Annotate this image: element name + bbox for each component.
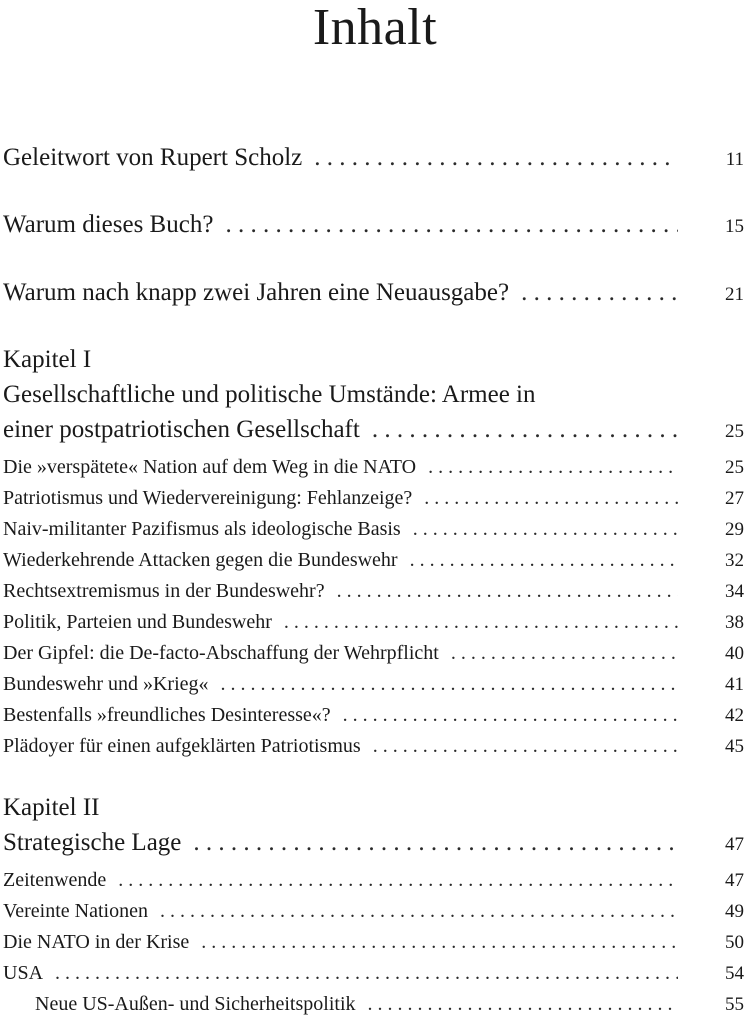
toc-entry-text: Bestenfalls »freundliches Desinteresse«?: [3, 704, 331, 726]
toc-entry-text: Rechtsextremismus in der Bundeswehr?: [3, 580, 325, 602]
toc-page-number: 42: [725, 705, 744, 726]
toc-entry-text: Bundeswehr und »Krieg«: [3, 673, 209, 695]
toc-page-number: 25: [725, 457, 744, 478]
toc-page-number: 15: [725, 216, 744, 237]
dot-leader: [368, 993, 679, 1016]
dot-leader: [55, 962, 678, 985]
toc-entry-geleitwort[interactable]: [3, 144, 744, 172]
toc-page-number: 38: [725, 612, 744, 633]
dot-leader: [118, 869, 678, 892]
toc-entry-text: Warum nach knapp zwei Jahren eine Neuausgabe?: [3, 279, 510, 306]
dot-leader: [413, 518, 678, 541]
toc-section-entry[interactable]: [3, 704, 744, 727]
toc-page-number: 21: [725, 284, 744, 305]
dot-leader: [428, 456, 678, 479]
dot-leader: [424, 487, 678, 510]
toc-page-number: 34: [725, 581, 744, 602]
toc-page-number: 41: [725, 674, 744, 695]
chapter-1-title-line1[interactable]: Gesellschaftliche und politische Umstände: Armee in: [3, 381, 536, 408]
toc-entry-text: Geleitwort von Rupert Scholz: [3, 144, 303, 171]
toc-section-entry[interactable]: [3, 611, 744, 634]
toc-page-number: 47: [725, 870, 744, 891]
toc-entry-text: Die »verspätete« Nation auf dem Weg in die NATO: [3, 456, 417, 478]
dot-leader: [314, 144, 678, 172]
page-title: Inhalt: [312, 0, 438, 56]
toc-section-entry[interactable]: [3, 487, 744, 510]
dot-leader: [160, 900, 678, 923]
toc-entry-text: Zeitenwende: [3, 869, 107, 891]
toc-page-number: 45: [725, 736, 744, 757]
toc-page-number: 50: [725, 932, 744, 953]
dot-leader: [337, 580, 678, 603]
toc-entry-text: Vereinte Nationen: [3, 900, 148, 922]
toc-section-entry[interactable]: [3, 869, 744, 892]
toc-entry-text: Plädoyer für einen aufgeklärten Patriotismus: [3, 735, 361, 757]
toc-page-number: 55: [725, 994, 744, 1015]
dot-leader: [193, 829, 678, 857]
toc-page-number: 54: [725, 963, 744, 984]
toc-entry-text: Die NATO in der Krise: [3, 931, 190, 953]
toc-entry-warum-buch[interactable]: [3, 211, 744, 239]
toc-entry-text: Der Gipfel: die De-facto-Abschaffung der Wehrpflicht: [3, 642, 439, 664]
dot-leader: [201, 931, 678, 954]
dot-leader: [372, 416, 678, 444]
dot-leader: [451, 642, 678, 665]
toc-entry-chapter-2[interactable]: [3, 829, 744, 857]
dot-leader: [343, 704, 678, 727]
toc-entry-text: Politik, Parteien und Bundeswehr: [3, 611, 272, 633]
toc-section-entry[interactable]: [3, 673, 744, 696]
toc-entry-text: Neue US-Außen- und Sicherheitspolitik: [35, 993, 356, 1015]
toc-entry-text: USA: [3, 962, 44, 984]
toc-page-number: 29: [725, 519, 744, 540]
chapter-1-label: Kapitel I: [3, 346, 92, 373]
toc-entry-chapter-1[interactable]: [3, 416, 744, 444]
toc-section-entry[interactable]: [3, 900, 744, 923]
toc-section-entry[interactable]: [3, 735, 744, 758]
dot-leader: [521, 279, 678, 307]
toc-section-entry[interactable]: [3, 962, 744, 985]
toc-section-entry[interactable]: [3, 549, 744, 572]
chapter-2-label: Kapitel II: [3, 794, 100, 821]
toc-entry-text: Warum dieses Buch?: [3, 211, 214, 238]
toc-section-entry[interactable]: [3, 931, 744, 954]
toc-page-number: 27: [725, 488, 744, 509]
toc-page-number: 40: [725, 643, 744, 664]
toc-section-entry[interactable]: [3, 642, 744, 665]
toc-section-entry[interactable]: [3, 456, 744, 479]
toc-entry-text: Wiederkehrende Attacken gegen die Bundeswehr: [3, 549, 398, 571]
toc-entry-text: Naiv-militanter Pazifismus als ideologische Basis: [3, 518, 401, 540]
toc-entry-text: Patriotismus und Wiedervereinigung: Fehlanzeige?: [3, 487, 413, 509]
toc-subsection-entry[interactable]: [35, 993, 744, 1016]
toc-entry-neuausgabe[interactable]: [3, 279, 744, 307]
dot-leader: [225, 211, 678, 239]
dot-leader: [221, 673, 678, 696]
toc-page-number: 25: [725, 421, 744, 442]
chapter-1-title-line2: einer postpatriotischen Gesellschaft: [3, 416, 360, 443]
toc-page-number: 47: [725, 834, 744, 855]
dot-leader: [284, 611, 678, 634]
chapter-2-title: Strategische Lage: [3, 829, 182, 856]
dot-leader: [410, 549, 678, 572]
dot-leader: [373, 735, 678, 758]
toc-page-number: 32: [725, 550, 744, 571]
toc-page-number: 49: [725, 901, 744, 922]
toc-page-number: 11: [725, 149, 744, 170]
toc-section-entry[interactable]: [3, 518, 744, 541]
toc-section-entry[interactable]: [3, 580, 744, 603]
